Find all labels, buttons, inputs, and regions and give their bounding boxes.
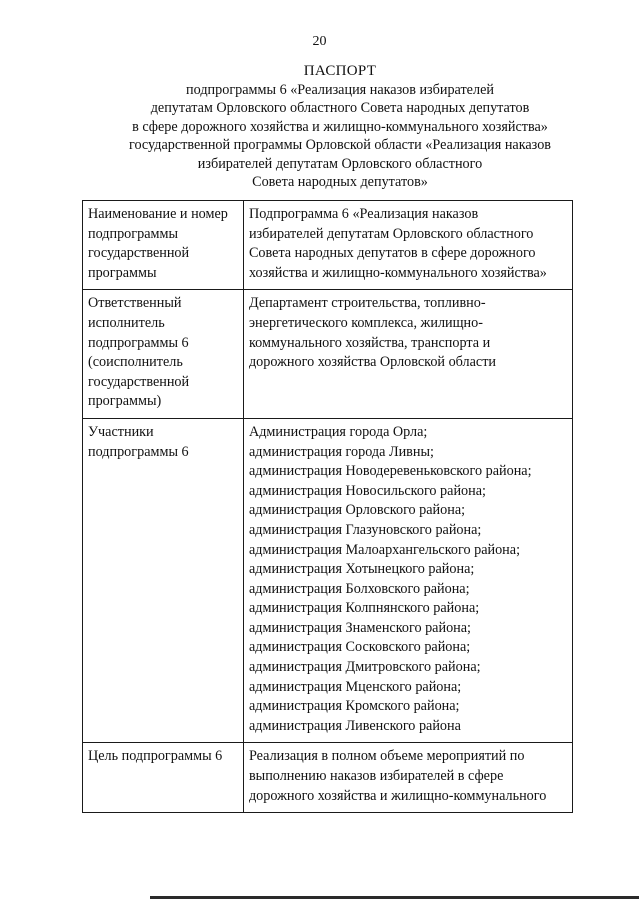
row-value-line: дорожного хозяйства и жилищно-коммунального bbox=[248, 787, 547, 804]
row-value-line: избирателей депутатам Орловского областного bbox=[248, 225, 534, 242]
row-value-cell bbox=[243, 201, 572, 290]
row-value-line: администрация Малоархангельского района; bbox=[248, 541, 521, 558]
row-label-line: подпрограммы 6 bbox=[88, 334, 189, 351]
row-value-line: Подпрограмма 6 «Реализация наказов bbox=[248, 206, 479, 222]
row-label-cell bbox=[83, 201, 244, 290]
row-value-cell bbox=[243, 418, 572, 743]
table-row bbox=[83, 290, 573, 419]
row-value-line: энергетического комплекса, жилищно- bbox=[248, 314, 483, 331]
row-value-line: администрация Хотынецкого района; bbox=[248, 561, 475, 578]
row-label-line: подпрограммы bbox=[88, 225, 178, 242]
row-label-line: программы) bbox=[88, 393, 162, 410]
row-label-line: программы bbox=[88, 264, 157, 281]
row-label-line: Участники bbox=[88, 423, 154, 440]
row-value-line: Совета народных депутатов в сфере дорожного bbox=[248, 245, 536, 262]
heading-line: подпрограммы 6 «Реализация наказов избирателей bbox=[186, 81, 494, 98]
row-value-line: хозяйства и жилищно-коммунального хозяйства» bbox=[248, 264, 547, 281]
table-row bbox=[83, 201, 573, 290]
row-value-line: администрация Сосковского района; bbox=[248, 639, 471, 656]
row-value-line: администрация Знаменского района; bbox=[248, 619, 472, 636]
heading-line: избирателей депутатам Орловского областного bbox=[197, 155, 483, 172]
row-label-line: (соисполнитель bbox=[88, 354, 183, 371]
row-value-line: администрация Ливенского района bbox=[248, 717, 461, 734]
row-value-line: администрация Орловского района; bbox=[248, 502, 466, 519]
row-value-line: администрация Глазуновского района; bbox=[248, 521, 482, 538]
row-value-line: дорожного хозяйства Орловской области bbox=[248, 354, 497, 371]
heading-line: Совета народных депутатов» bbox=[252, 174, 428, 190]
heading-line: в сфере дорожного хозяйства и жилищно-коммунального хозяйства» bbox=[132, 118, 548, 135]
row-value-cell bbox=[243, 290, 572, 419]
row-value-line: Администрация города Орла; bbox=[248, 423, 428, 440]
row-value-line: администрация Новодеревеньковского района; bbox=[248, 463, 532, 480]
row-value-line: Департамент строительства, топливно- bbox=[248, 295, 486, 312]
document-title: ПАСПОРТ bbox=[303, 63, 377, 79]
row-value-line: администрация Кромского района; bbox=[248, 698, 460, 715]
row-value-line: администрация Болховского района; bbox=[248, 580, 470, 597]
row-value-line: администрация Мценского района; bbox=[248, 678, 462, 695]
heading-line: депутатам Орловского областного Совета народных депутатов bbox=[150, 100, 530, 116]
row-label-line: государственной bbox=[88, 373, 190, 390]
row-label-line: Цель подпрограммы 6 bbox=[88, 748, 223, 765]
passport-table-body bbox=[83, 201, 573, 813]
row-value-line: администрация Новосильского района; bbox=[248, 482, 486, 499]
row-label-line: государственной bbox=[88, 245, 190, 262]
row-value-line: администрация Дмитровского района; bbox=[248, 659, 481, 676]
table-row bbox=[83, 743, 573, 813]
row-value-line: администрация Колпнянского района; bbox=[248, 600, 480, 617]
row-label-line: Ответственный bbox=[88, 295, 182, 312]
heading-line: государственной программы Орловской области «Реализация наказов bbox=[129, 137, 551, 153]
row-value-line: коммунального хозяйства, транспорта и bbox=[248, 334, 491, 351]
row-value-line: выполнению наказов избирателей в сфере bbox=[248, 768, 504, 785]
row-label-cell bbox=[83, 743, 244, 813]
table-row bbox=[83, 418, 573, 743]
row-label-line: подпрограммы 6 bbox=[88, 443, 189, 460]
row-value-line: Реализация в полном объеме мероприятий по bbox=[248, 748, 525, 765]
row-label-cell bbox=[83, 418, 244, 743]
row-label-line: Наименование и номер bbox=[88, 206, 228, 222]
row-value-cell bbox=[243, 743, 572, 813]
row-label-line: исполнитель bbox=[88, 314, 165, 331]
passport-table bbox=[82, 200, 573, 813]
row-value-line: администрация города Ливны; bbox=[248, 443, 434, 460]
passport-heading bbox=[60, 62, 620, 192]
row-label-cell bbox=[83, 290, 244, 419]
page-number: 20 bbox=[312, 34, 327, 49]
